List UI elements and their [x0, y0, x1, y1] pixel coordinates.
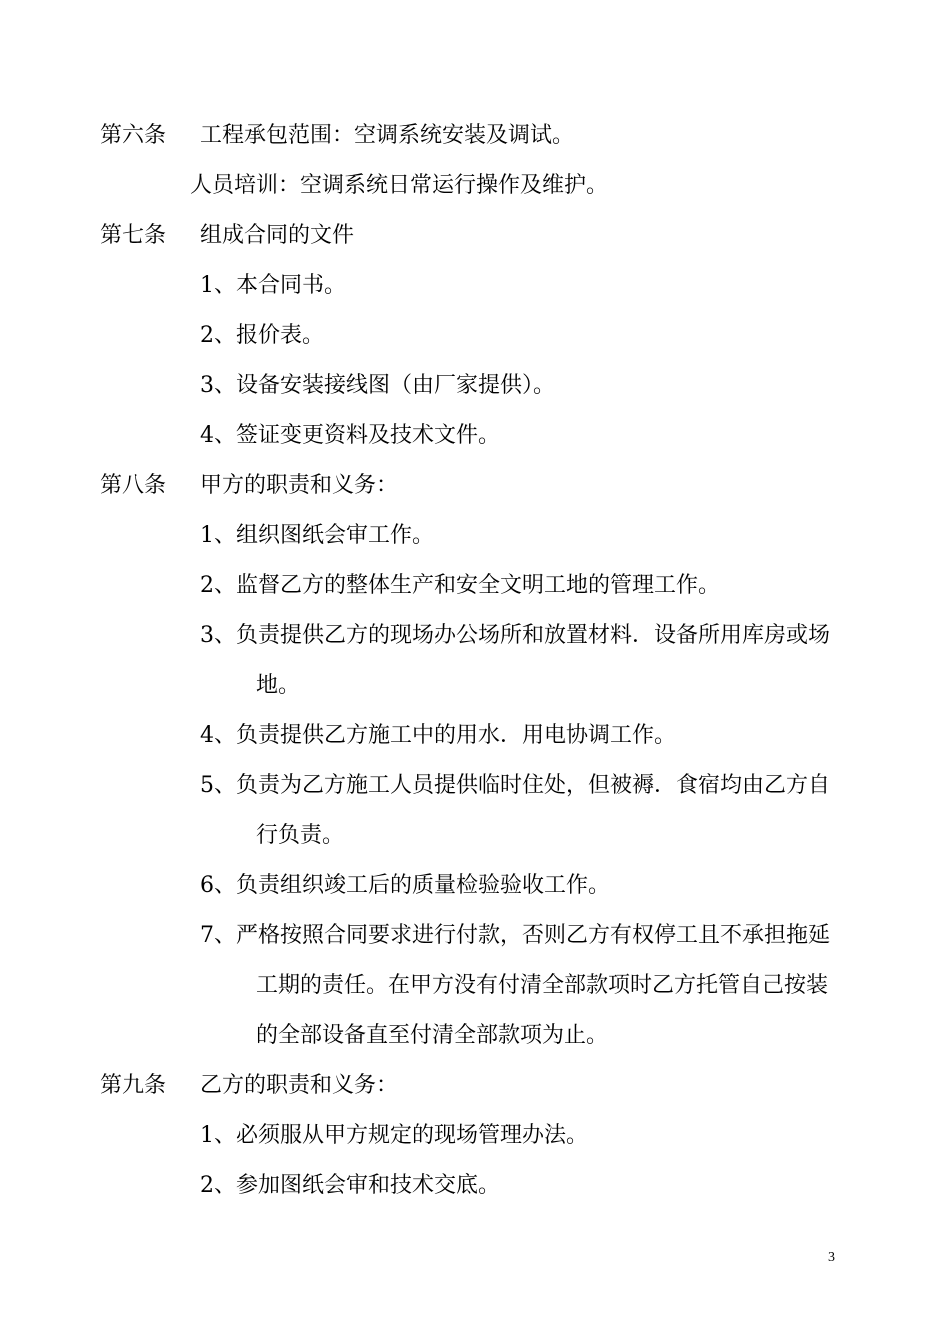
article-8-label: 第八条 [100, 473, 167, 498]
article-9-label: 第九条 [100, 1073, 167, 1098]
article-9-item: 2、参加图纸会审和技术交底。 [200, 1173, 500, 1198]
article-6-text: 工程承包范围：空调系统安装及调试。 [200, 123, 575, 148]
article-8-item: 3、负责提供乙方的现场办公场所和放置材料．设备所用库房或场 [200, 623, 830, 648]
article-9-text: 乙方的职责和义务： [200, 1073, 399, 1098]
article-8-text: 甲方的职责和义务： [200, 473, 399, 498]
article-7-label: 第七条 [100, 223, 167, 248]
article-8-item-continuation: 工期的责任。在甲方没有付清全部款项时乙方托管自己按装 [256, 973, 829, 998]
article-7-text: 组成合同的文件 [200, 223, 355, 248]
article-6-training: 人员培训：空调系统日常运行操作及维护。 [190, 173, 609, 198]
article-6-label: 第六条 [100, 123, 167, 148]
article-7-item: 1、本合同书。 [200, 273, 346, 298]
article-7-item: 3、设备安装接线图（由厂家提供）。 [200, 373, 555, 398]
article-8-item: 4、负责提供乙方施工中的用水．用电协调工作。 [200, 723, 676, 748]
article-8-item: 7、严格按照合同要求进行付款，否则乙方有权停工且不承担拖延 [200, 923, 830, 948]
article-8-item: 1、组织图纸会审工作。 [200, 523, 434, 548]
article-8-item-continuation: 地。 [256, 673, 301, 698]
article-8-item: 5、负责为乙方施工人员提供临时住处，但被褥．食宿均由乙方自 [200, 773, 830, 798]
article-7-item: 4、签证变更资料及技术文件。 [200, 423, 500, 448]
article-7-item: 2、报价表。 [200, 323, 324, 348]
article-8-item: 2、监督乙方的整体生产和安全文明工地的管理工作。 [200, 573, 720, 598]
article-8-item-continuation: 的全部设备直至付清全部款项为止。 [256, 1023, 609, 1048]
article-8-item-continuation: 行负责。 [256, 823, 345, 848]
page-number: 3 [828, 1250, 835, 1265]
article-9-item: 1、必须服从甲方规定的现场管理办法。 [200, 1123, 588, 1148]
article-8-item: 6、负责组织竣工后的质量检验验收工作。 [200, 873, 610, 898]
